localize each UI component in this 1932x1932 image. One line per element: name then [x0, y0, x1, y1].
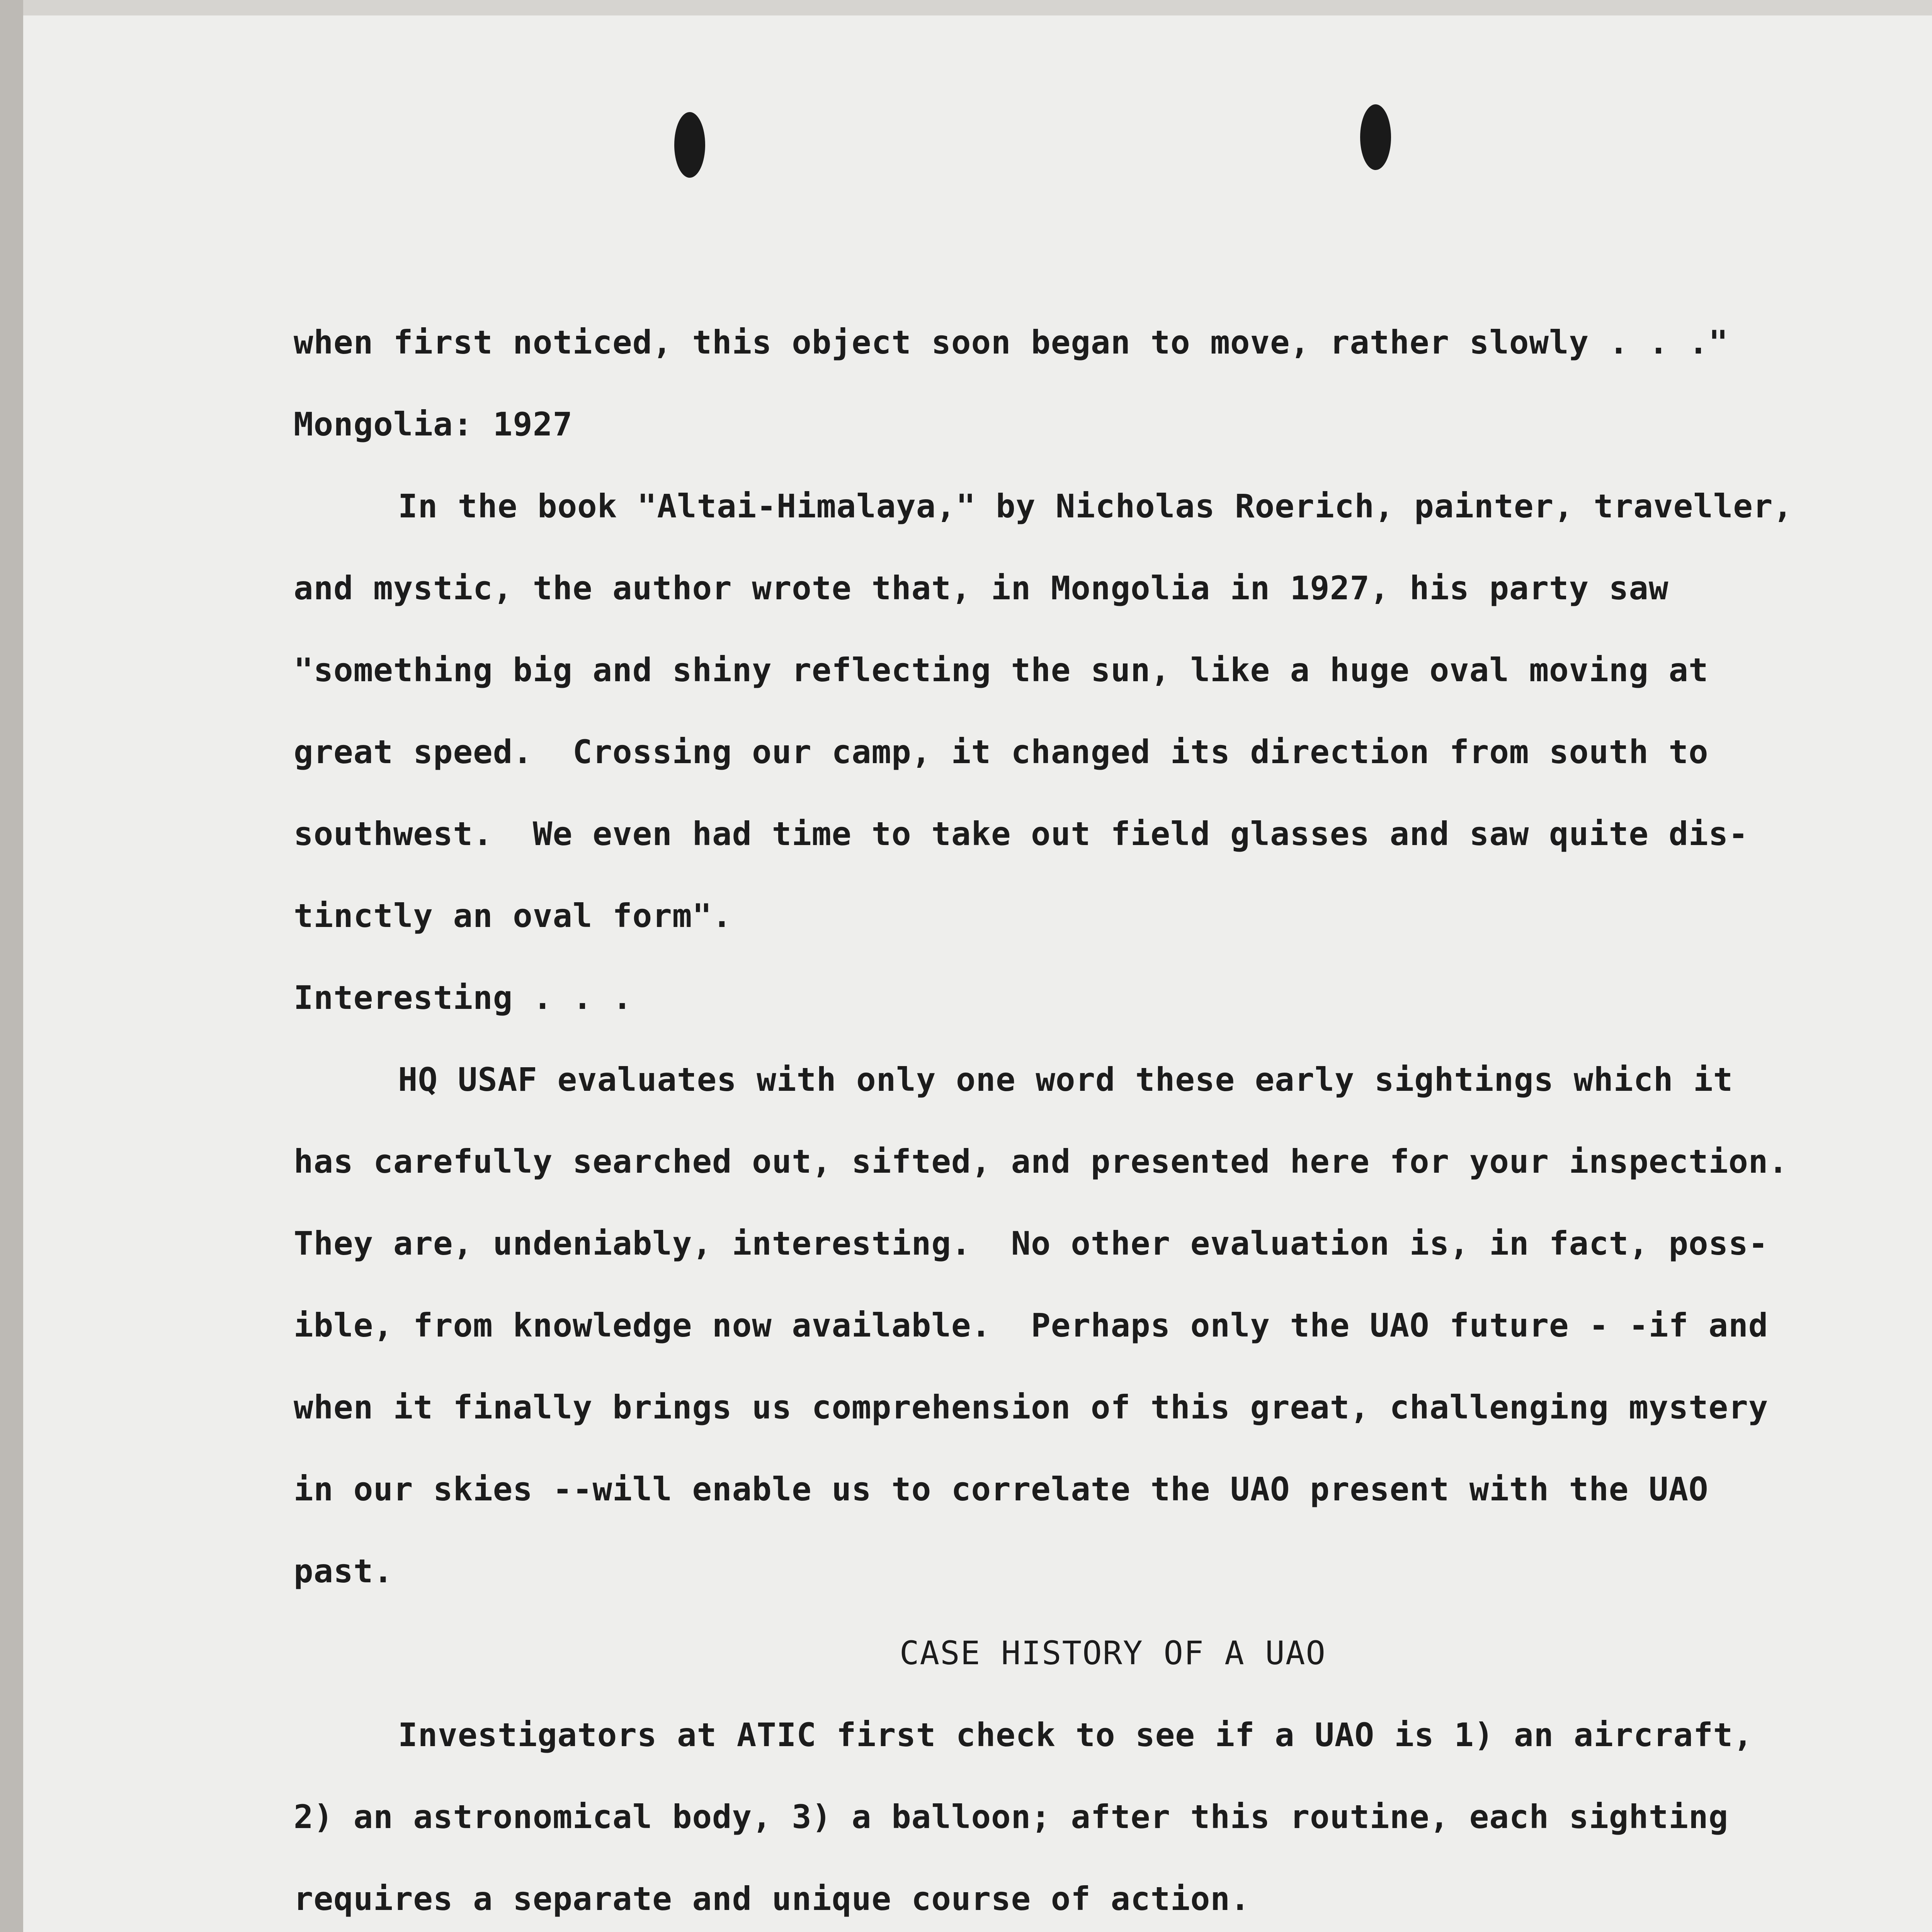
- text-line: In the book "Altai-Himalaya," by Nicholas Roerich, painter, traveller,: [398, 487, 1793, 525]
- scan-left-edge: [0, 0, 23, 1932]
- section-heading: CASE HISTORY OF A UAO: [899, 1634, 1327, 1672]
- text-line: great speed. Crossing our camp, it changed its direction from south to: [294, 733, 1709, 771]
- document-body: [294, 301, 1909, 1932]
- text-line: ible, from knowledge now available. Perhaps only the UAO future - -if and: [294, 1306, 1769, 1344]
- text-line: has carefully searched out, sifted, and presented here for your inspection.: [294, 1143, 1788, 1180]
- punch-hole-left: [674, 112, 705, 178]
- text-line: southwest. We even had time to take out field glasses and saw quite dis-: [294, 815, 1748, 853]
- text-line: requires a separate and unique course of action.: [294, 1880, 1250, 1918]
- text-line: when it finally brings us comprehension of this great, challenging mystery: [294, 1388, 1769, 1426]
- text-line: HQ USAF evaluates with only one word these early sightings which it: [398, 1061, 1733, 1099]
- punch-hole-right: [1360, 104, 1391, 170]
- section-subheading: Mongolia: 1927: [294, 405, 573, 443]
- text-line: past.: [294, 1552, 393, 1590]
- text-line: when first noticed, this object soon began to move, rather slowly . . .": [294, 323, 1729, 361]
- section-subheading: Interesting . . .: [294, 979, 633, 1017]
- text-line: "something big and shiny reflecting the sun, like a huge oval moving at: [294, 651, 1709, 689]
- text-line: They are, undeniably, interesting. No other evaluation is, in fact, poss-: [294, 1225, 1769, 1262]
- text-line: Investigators at ATIC first check to see if a UAO is 1) an aircraft,: [398, 1716, 1753, 1754]
- text-line: tinctly an oval form".: [294, 897, 732, 935]
- text-line: and mystic, the author wrote that, in Mongolia in 1927, his party saw: [294, 569, 1669, 607]
- text-line: in our skies --will enable us to correlate the UAO present with the UAO: [294, 1470, 1709, 1508]
- text-line: 2) an astronomical body, 3) a balloon; after this routine, each sighting: [294, 1798, 1729, 1836]
